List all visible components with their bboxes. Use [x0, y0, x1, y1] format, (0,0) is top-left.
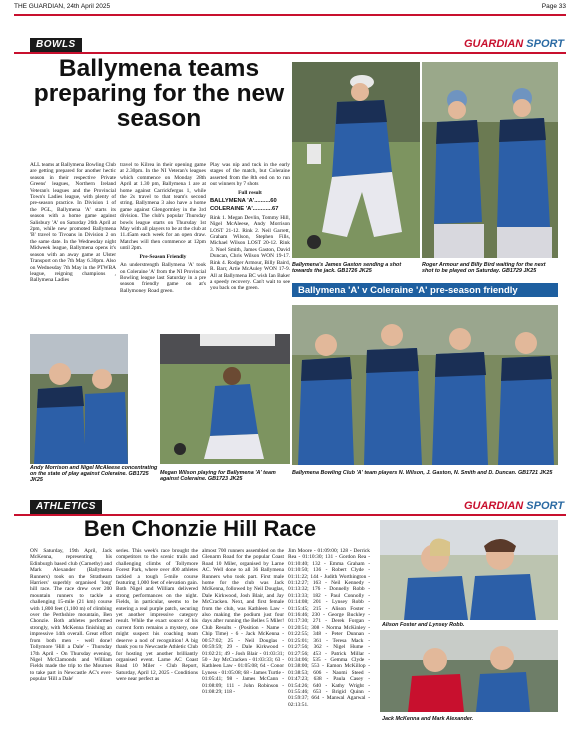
bowls-column-2: travel to Kilrea in their opening game at 2.30pm. In the NI Veteran's leagues which commence on Monday 28th April at 1.30 pm, Ballymena 1 are at home against Carrickfergus 1, while the 2s travel to that team's second string. Ballymena 3 also have a home game against Glengormley in the 3rd division. The club's popular Thursday bowls league starts on Thursday 1st May with all players to be at the club at 11.45am each week for an open draw. Matches will then commence at 12pm until 2pm. Pre-Season Friendly An understrength Ballymena 'A' took on Coleraine 'A' from the NI Provincial Bowling league last Saturday in a pre season friendly game on at's Ballymoney Road green. [120, 162, 206, 294]
alison-lynsey-caption: Alison Foster and Lynsey Robb. [382, 622, 465, 628]
bowls-team-caption: Ballymena Bowling Club 'A' team players N. Wilson, J. Gaston, N. Smith and D. Duncan. GB1721 JK25 [292, 470, 553, 476]
james-gaston-caption: Ballymena's James Gaston sending a shot towards the jack. GB1726 JK25 [292, 262, 402, 274]
guardian-sport-logo: GUARDIAN SPORT [463, 38, 564, 50]
bowls-headline: Ballymena teams preparing for the new season [33, 55, 285, 132]
bowls-column-1: ALL teams at Ballymena Bowling Club are getting prepared for another hectic season in their respective Private Greens' leagues, Northern Ireland Veteran's leagues and the Provincial Town's Ladies league, with plenty of pre-season practice. In Division 1 of the PGL, Ballymena 'A' starts its season with a home game against Salisbury 'A' on Saturday 26th April at 2pm, while new promoted Ballymena 'B' travel to Tivoans in Division 2 on the same date. In the Wednesday night Midweek league, Ballymena opens it's season with an away game at Ulster Transport on the 7th May 6.30pm. Also on Wednesday 7th May in the PTWBA league, reigning champions , Ballymena Ladies [30, 162, 116, 284]
athletics-column-4: Jim Moore - 01:09:00; 128 - Derrick Rea - 01:10:30; 131 - Gordon Rea - 01:10:40; 132 - Emma Graham - 01:10:50; 136 - Robert Clyde - 01:11:22; 144 - Judith Worthington - 01:12:27; 163 - Neil Kennedy - 01:13:32; 176 - Donnelly Robb - 01:13:33; 182 - Paul Connolly - 01:14:08; 201 - Lynsey Robb - 01:15:45; 215 - Alison Foster - 01:16:46; 230 - George Buckley - 01:17:30; 271 - Derek Forgan - 01:20:51; 308 - Norma McKinley - 01:22:55; 348 - Peter Dunnan - 01:25:01; 361 - Teresa Mack - 01:27:56; 362 - Nigel Hume - 01:27:56; 453 - Patrick Millar - 01:34:06; 535 - Gemma Clyde - 01:38:00; 553 - Eamon McKillop - 01:38:53; 606 - Naomi Steed - 01:47:23; 638 - Paula Casey - 01:54:26; 640 - Kathy Wright - 01:55:46; 653 - Brigid Quinn - 01:59:37; 664 - Manwal Agarwal - 02:13:51. [288, 548, 370, 708]
score-ballymena: BALLYMENA 'A'..........60 [210, 198, 277, 205]
bowls-rule [14, 52, 566, 54]
andy-morrison-photo [30, 334, 128, 464]
bowls-column-3: Play was nip and tuck in the early stages of the match, but Coleraine asserted from the 8th end on to run out winners by 7 shots Full result BALLYMENA 'A'..........60 COLERAINE 'A'............67 Rink 1. Megan Devlin, Tommy Hill, Nigel McAleese, Andy Morrison LOST 21-12. Rink 2. Neil Garrett, Graham Wilson, Stephen Fills, Michael Wilson LOST 20-12. Rink 3. Noel Smith, James Gaston, David Duncan, Chris Wilson WON 19-17. Rink 4. Rodger Armour, Billy Baird, R. Barr, Artie McAuley WON 17-9. All at Ballymena BC wish Ian Baker a speedy recovery. Can't wait to see you back on the green. [210, 162, 290, 292]
roger-armour-photo [422, 62, 558, 258]
paper-dateline: THE GUARDIAN, 24th April 2025 [14, 3, 111, 10]
james-gaston-photo [292, 62, 420, 258]
athletics-headline: Ben Chonzie Hill Race [83, 516, 317, 541]
alison-lynsey-photo [380, 520, 558, 620]
athletics-column-1: ON Saturday, 19th April, Jack McKenna, representing his Edinburgh based club (Carnethy) and Mark Alexander (Ballymena Runners) took on the Strathearn Harriers' superbly organised 'long' hill race. The race drew over 200 mountain runners to tackle a challenging 15-mile (21 km) course with 1,800 feet (1,100 m) of climbing over the Perthshire mountain, Ben Chonzie. Both athletes performed strongly, with McKenna finishing an impressive 14th overall. Great effort from both men - well done! Tollymore 'Hill a Dale' - Thursday 17th April - On Thursday evening, Nigel McClamonds and William Fields made the trip to the Mournes to take part in Newcastle AC's ever-popular 'Hill a Dale' [30, 548, 112, 683]
friendly-strip-heading: Ballymena 'A' v Coleraine 'A' pre-season friendly [292, 283, 558, 297]
megan-wilson-photo [160, 334, 290, 464]
roger-armour-caption: Roger Armour and Billy Bird waiting for the next shot to be played on Saturday. GB1729 JK25 [422, 262, 546, 274]
megan-wilson-caption: Megan Wilson playing for Ballymena 'A' team against Coleraine. GB1723 JK25 [160, 470, 276, 482]
score-coleraine: COLERAINE 'A'............67 [210, 206, 279, 213]
page-header [14, 3, 566, 13]
athletics-column-2: series. This week's race brought the competitors to the scenic trails and challenging climbs of Tollymore Forest Park, where over 400 athletes tackled a tough 5-mile course featuring 1,000 feet of elevation gain. Both Nigel and William delivered strong performances on the night. Fields, in particular, seems to be entering a real purple patch, securing yet another impressive category result. While the exact source of his current form remains a mystery, one might suspect his coaching team deserve a nod of recognition! A big thank you to Newcastle Athletic Club for hosting yet another brilliantly organised event. Larne AC Coast Road 10 Miler - Club Report, Saturday, April 12, 2025 - Conditions were near perfect as [116, 548, 198, 683]
guardian-sport-logo-2: GUARDIAN SPORT [463, 500, 564, 512]
jack-mark-photo [380, 630, 558, 712]
athletics-column-3: almost 700 runners assembled on the Glenarm Road for the popular Coast Road 10 Miler, organised by Larne AC. Well done to all 36 Ballymena Runners who took part. First male home for the club was Jack McKenna, followed by Neil Douglas, Dale Kirkwood, Josh Blair, and Jay McCracken. Next, and first female from the club, was Kathleen Law - also making the podium just four days after running the Belles 5 Miler! Club Results - (Position - Name - Chip Time) - 6 - Jack McKenna - 00:57:02; 25 - Neil Douglas - 00:59:59; 29 - Dale Kirkwood - 01:02:21; 49 - Josh Blair - 01:03:31; 50 - Jay McCracken - 01:03:33; 63 - Kathleen Law - 01:05:08; 64 - Conor Lyness - 01:05:08; 68 - James Turtle - 01:05:41; 98 - James McCann - 01:08:09; 111 - John Robinson - 01:08:29; 118 - [202, 548, 284, 695]
athletics-section-tag: ATHLETICS [30, 500, 102, 514]
bowls-team-photo [292, 305, 558, 465]
header-rule [14, 14, 566, 16]
jack-mark-caption: Jack McKenna and Mark Alexander. [382, 716, 474, 722]
bowls-section-tag: BOWLS [30, 38, 82, 52]
andy-morrison-caption: Andy Morrison and Nigel McAleese concentrating on the state of play against Coleraine. GB1725 JK25 [30, 465, 158, 483]
page-number: Page 33 [541, 3, 566, 10]
